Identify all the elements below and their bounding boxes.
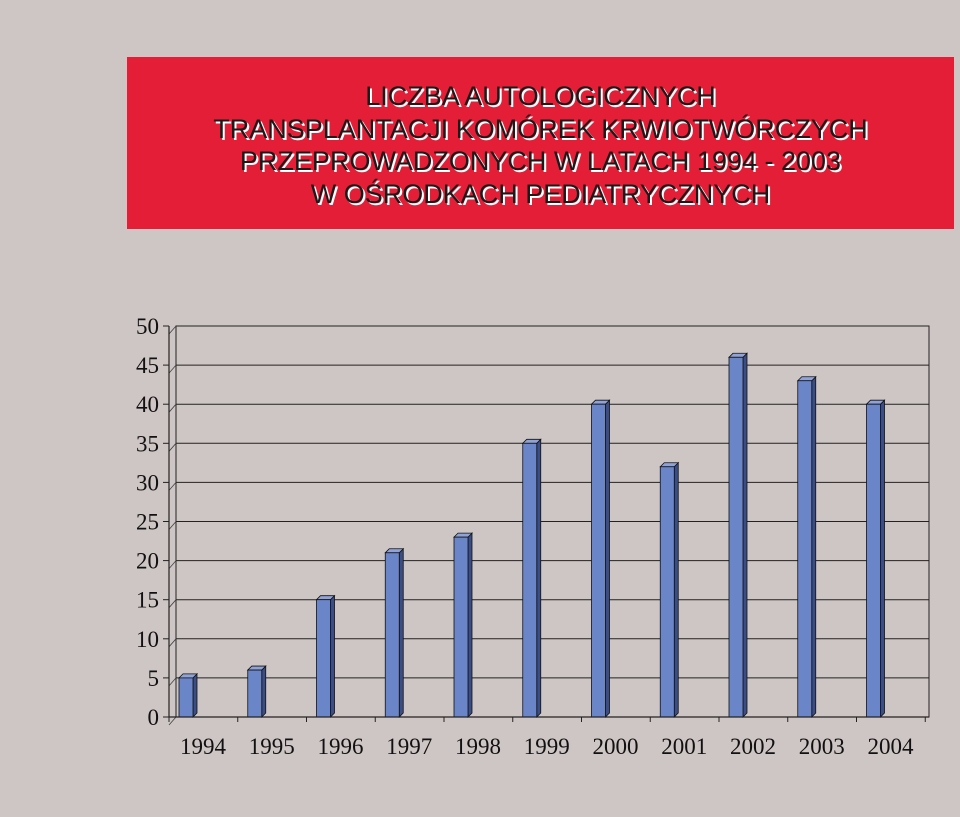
x-tick-label-1998: 1998 xyxy=(455,734,501,759)
bar-side-face xyxy=(262,666,266,717)
x-tick-label-2003: 2003 xyxy=(798,734,845,759)
bar-front-face xyxy=(523,443,537,717)
y-tick-label: 50 xyxy=(136,314,159,339)
side-wall-line-5 xyxy=(169,678,176,686)
bar-2000 xyxy=(592,400,610,717)
bar-front-face xyxy=(317,600,331,717)
y-tick-label: 20 xyxy=(136,548,159,574)
bar-2004 xyxy=(867,400,885,717)
bar-front-face xyxy=(248,670,262,717)
y-tick-label: 35 xyxy=(136,431,159,457)
x-tick-label-1996: 1996 xyxy=(317,734,364,759)
bar-front-face xyxy=(385,553,399,717)
bar-2003 xyxy=(798,377,816,717)
x-tick-label-1997: 1997 xyxy=(386,734,433,759)
y-tick-label: 10 xyxy=(136,626,159,652)
bar-side-face xyxy=(331,596,335,717)
bar-side-face xyxy=(193,674,197,717)
side-wall-line-45 xyxy=(169,365,176,373)
y-tick-label: 15 xyxy=(136,587,159,613)
chart-title-line-2: TRANSPLANTACJI KOMÓREK KRWIOTWÓRCZYCH xyxy=(213,113,868,144)
chart-title-line-4: W OŚRODKACH PEDIATRYCZNYCH xyxy=(310,178,771,209)
bar-2001 xyxy=(660,463,678,717)
chart-title-line-1: LICZBA AUTOLOGICZNYCH xyxy=(365,81,716,111)
bar-front-face xyxy=(729,357,743,717)
x-tick-label-1999: 1999 xyxy=(523,734,570,759)
y-tick-label: 40 xyxy=(136,392,159,418)
bar-front-face xyxy=(867,404,881,717)
bar-front-face xyxy=(454,537,468,717)
bar-1998 xyxy=(454,533,472,717)
bar-1994 xyxy=(179,674,197,717)
x-tick-label-1995: 1995 xyxy=(248,734,295,759)
bar-side-face xyxy=(743,353,747,717)
x-tick-label-2002: 2002 xyxy=(730,734,776,759)
bar-1999 xyxy=(523,439,541,717)
bar-1996 xyxy=(317,596,335,717)
bar-side-face xyxy=(468,533,472,717)
bar-side-face xyxy=(881,400,885,717)
side-wall-line-35 xyxy=(169,443,176,451)
x-tick-label-2004: 2004 xyxy=(867,734,914,759)
bar-2002 xyxy=(729,353,747,717)
bar-side-face xyxy=(606,400,610,717)
bar-side-face xyxy=(537,439,541,717)
side-wall-line-40 xyxy=(169,404,176,412)
side-wall-line-15 xyxy=(169,600,176,608)
side-wall-line-10 xyxy=(169,639,176,647)
y-tick-label: 25 xyxy=(136,509,159,535)
x-tick-label-2000: 2000 xyxy=(592,734,639,759)
y-tick-label: 30 xyxy=(136,470,159,496)
bar-side-face xyxy=(812,377,816,717)
x-tick-label-1994: 1994 xyxy=(180,734,226,759)
bar-1995 xyxy=(248,666,266,717)
bar-front-face xyxy=(660,467,674,717)
bar-front-face xyxy=(592,404,606,717)
side-wall-line-50 xyxy=(169,326,176,334)
side-wall-line-25 xyxy=(169,522,176,530)
y-tick-label: 0 xyxy=(147,705,159,730)
bar-1997 xyxy=(385,549,403,717)
x-tick-label-2001: 2001 xyxy=(661,734,708,759)
bar-front-face xyxy=(179,678,193,717)
bars xyxy=(179,353,885,717)
y-tick-label: 45 xyxy=(136,353,159,379)
side-wall-line-20 xyxy=(169,561,176,569)
y-tick-label: 5 xyxy=(147,665,159,691)
bar-side-face xyxy=(674,463,678,717)
side-wall-line-0 xyxy=(169,717,176,725)
bar-front-face xyxy=(798,381,812,717)
chart-title-line-3: PRZEPROWADZONYCH W LATACH 1994 - 2003 xyxy=(239,146,842,176)
side-wall-line-30 xyxy=(169,482,176,490)
bar-side-face xyxy=(399,549,403,717)
